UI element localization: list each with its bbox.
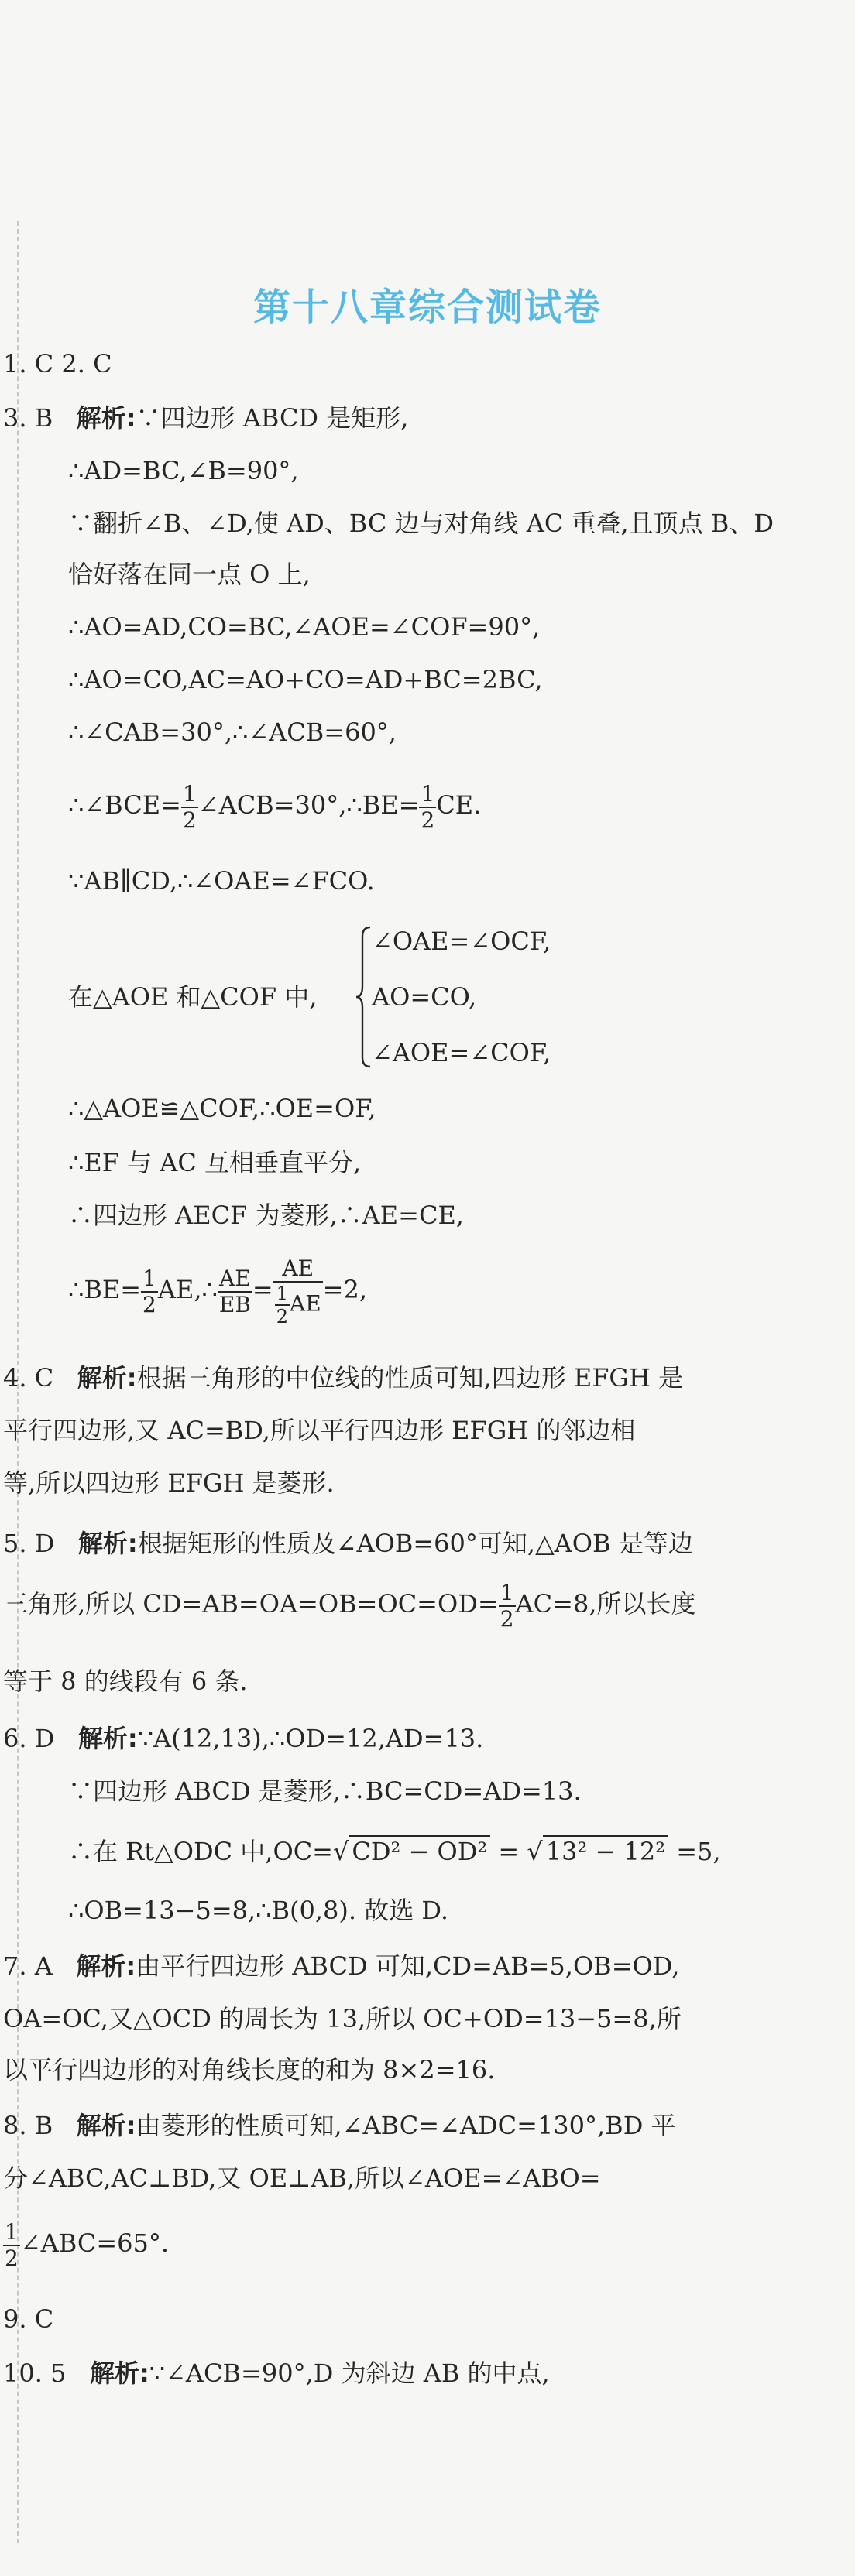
answer-3-line-10: ∴△AOE≌△COF,∴OE=OF, <box>68 1094 376 1123</box>
sqrt-icon: √ <box>333 1837 349 1866</box>
numerator: 1 <box>5 2218 19 2245</box>
answer-5-line-2 <box>3 1571 695 1636</box>
text: =5, <box>668 1837 721 1866</box>
numerator: 1 <box>421 780 435 807</box>
answer-6-line-3 <box>68 1836 721 1867</box>
answer-text: ∵四边形 ABCD 是矩形, <box>136 403 409 433</box>
answer-1-2: 1. C 2. C <box>3 349 112 379</box>
denominator <box>273 1283 323 1326</box>
left-brace-icon <box>355 926 373 1068</box>
denominator: EB <box>218 1291 251 1317</box>
text: = <box>490 1837 527 1866</box>
answer-3-line-1 <box>3 402 408 433</box>
sqrt-radicand: CD² − OD² <box>349 1835 490 1866</box>
answer-5-line-1 <box>3 1528 693 1559</box>
explanation-label: 解析: <box>77 1529 138 1558</box>
fraction-half <box>275 1284 290 1326</box>
answer-3-line-5: ∴AO=AD,CO=BC,∠AOE=∠COF=90°, <box>68 612 541 642</box>
numerator: 1 <box>142 1265 156 1291</box>
fraction-half <box>3 2218 20 2271</box>
fraction-half <box>419 780 436 833</box>
fraction-ae-eb <box>218 1265 252 1317</box>
answer-text: 根据三角形的中位线的性质可知,四边形 EFGH 是 <box>136 1363 684 1392</box>
answer-4-line-2: 平行四边形,又 AC=BD,所以平行四边形 EFGH 的邻边相 <box>3 1416 636 1445</box>
answer-4-line-3: 等,所以四边形 EFGH 是菱形. <box>3 1468 335 1498</box>
explanation-label: 解析: <box>89 2358 149 2388</box>
page-title: 第十八章综合测试卷 <box>252 286 602 329</box>
fraction-compound <box>273 1255 323 1327</box>
explanation-label: 解析: <box>76 403 136 433</box>
text: AE <box>289 1290 321 1316</box>
answer-3-line-2: ∴AD=BC,∠B=90°, <box>68 456 299 485</box>
answer-3-line-3: ∵翻折∠B、∠D,使 AD、BC 边与对角线 AC 重叠,且顶点 B、D <box>68 509 774 538</box>
system-line-3: ∠AOE=∠COF, <box>372 1038 551 1067</box>
denominator: 2 <box>142 1291 156 1317</box>
answer-9: 9. C <box>3 2304 54 2334</box>
denominator: 2 <box>421 807 435 833</box>
answer-7-line-3: 以平行四边形的对角线长度的和为 8×2=16. <box>3 2055 496 2084</box>
answer-number: 10. 5 <box>3 2358 67 2388</box>
text: =2, <box>322 1275 367 1304</box>
text: ∴在 Rt△ODC 中,OC= <box>68 1837 333 1866</box>
text: ∴∠BCE= <box>68 790 181 820</box>
answer-3-line-11: ∴EF 与 AC 互相垂直平分, <box>68 1148 362 1177</box>
answer-text: ∵A(12,13),∴OD=12,AD=13. <box>137 1724 484 1753</box>
answer-4-line-1 <box>3 1362 683 1393</box>
text: = <box>252 1275 273 1304</box>
sqrt-radicand: 13² − 12² <box>543 1835 668 1866</box>
answer-text: 由菱形的性质可知,∠ABC=∠ADC=130°,BD 平 <box>136 2111 676 2140</box>
answer-3-system-prefix: 在△AOE 和△COF 中, <box>68 982 318 1012</box>
answer-6-line-4: ∴OB=13−5=8,∴B(0,8). 故选 D. <box>68 1896 449 1925</box>
answer-3-line-9: ∵AB∥CD,∴∠OAE=∠FCO. <box>68 866 375 896</box>
answer-number: 7. A <box>3 1951 53 1981</box>
numerator: AE <box>273 1258 323 1283</box>
text: ∴BE= <box>68 1275 142 1304</box>
system-line-2: AO=CO, <box>372 982 477 1012</box>
text: ∠ABC=65°. <box>19 2228 170 2258</box>
explanation-label: 解析: <box>77 1724 138 1753</box>
answer-6-line-2: ∵四边形 ABCD 是菱形,∴BC=CD=AD=13. <box>68 1776 582 1806</box>
answer-text: ∵∠ACB=90°,D 为斜边 AB 的中点, <box>149 2358 550 2388</box>
denominator: 2 <box>5 2245 19 2271</box>
text: CE. <box>436 790 482 820</box>
answer-3-line-13 <box>68 1251 367 1328</box>
fraction-half <box>499 1579 516 1632</box>
numerator: 1 <box>276 1282 288 1304</box>
text: 三角形,所以 CD=AB=OA=OB=OC=OD= <box>3 1589 499 1619</box>
answer-number: 3. B <box>3 403 53 433</box>
answer-number: 5. D <box>3 1529 55 1558</box>
answer-10-line-1 <box>3 2358 550 2389</box>
answer-text: 由平行四边形 ABCD 可知,CD=AB=5,OB=OD, <box>136 1951 680 1981</box>
explanation-label: 解析: <box>76 1951 136 1981</box>
explanation-label: 解析: <box>77 1363 137 1392</box>
answer-text: 根据矩形的性质及∠AOB=60°可知,△AOB 是等边 <box>137 1529 693 1558</box>
text: AC=8,所以长度 <box>515 1589 696 1619</box>
answer-number: 4. C <box>3 1363 54 1392</box>
answer-8-line-3 <box>3 2211 169 2276</box>
denominator: 2 <box>182 807 197 833</box>
numerator: 1 <box>500 1579 514 1605</box>
explanation-label: 解析: <box>76 2111 136 2140</box>
answer-6-line-1 <box>3 1723 483 1754</box>
answer-8-line-1 <box>3 2110 676 2141</box>
answer-number: 8. B <box>3 2111 53 2140</box>
answer-5-line-3: 等于 8 的线段有 6 条. <box>3 1667 248 1696</box>
answer-8-line-2: 分∠ABC,AC⊥BD,又 OE⊥AB,所以∠AOE=∠ABO= <box>3 2163 601 2193</box>
text: AE,∴ <box>157 1275 218 1304</box>
answer-3-line-4: 恰好落在同一点 O 上, <box>68 560 311 589</box>
sqrt-icon: √ <box>527 1837 543 1866</box>
numerator: AE <box>218 1268 252 1293</box>
denominator: 2 <box>500 1605 514 1632</box>
answer-3-line-12: ∴四边形 AECF 为菱形,∴AE=CE, <box>68 1201 464 1230</box>
answer-3-line-7: ∴∠CAB=30°,∴∠ACB=60°, <box>68 718 397 747</box>
text: ∠ACB=30°,∴BE= <box>197 790 420 820</box>
numerator: 1 <box>182 780 197 807</box>
answer-7-line-1 <box>3 1951 679 1982</box>
denominator: 2 <box>276 1305 288 1327</box>
fraction-half <box>181 780 198 833</box>
answer-3-line-8 <box>68 774 481 836</box>
answer-7-line-2: OA=OC,又△OCD 的周长为 13,所以 OC+OD=13−5=8,所 <box>3 2004 682 2033</box>
fraction-half <box>141 1265 158 1317</box>
answer-3-line-6: ∴AO=CO,AC=AO+CO=AD+BC=2BC, <box>68 665 543 694</box>
system-line-1: ∠OAE=∠OCF, <box>372 927 551 956</box>
answer-number: 6. D <box>3 1724 55 1753</box>
